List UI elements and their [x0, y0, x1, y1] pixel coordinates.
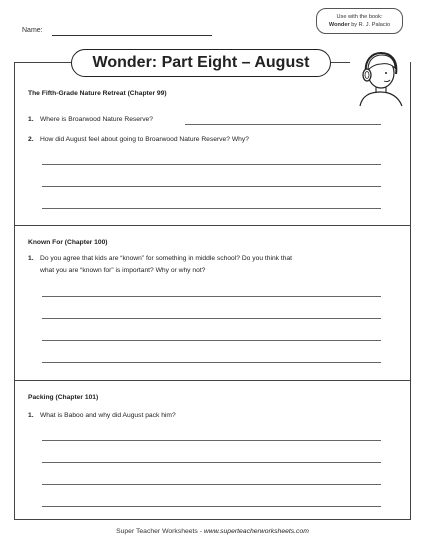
question-text: How did August feel about going to Broarwood Nature Reserve? Why?	[40, 136, 249, 143]
answer-line[interactable]	[42, 462, 381, 463]
answer-line[interactable]	[42, 164, 381, 165]
answer-line[interactable]	[42, 186, 381, 187]
page-footer	[0, 528, 425, 535]
book-author: by R. J. Palacio	[349, 22, 391, 28]
book-title: Wonder	[328, 22, 350, 28]
answer-line[interactable]	[42, 484, 381, 485]
question-text: Where is Broarwood Nature Reserve?	[40, 116, 153, 123]
answer-line[interactable]	[42, 440, 381, 441]
answer-line[interactable]	[185, 124, 381, 125]
question-text: What is Baboo and why did August pack him?	[40, 412, 176, 419]
question-item	[28, 134, 388, 146]
answer-line[interactable]	[42, 340, 381, 341]
answer-line[interactable]	[42, 296, 381, 297]
question-number: 1.	[28, 255, 34, 262]
book-info-box	[316, 8, 403, 34]
section-heading-chapter-100: Known For (Chapter 100)	[28, 239, 108, 246]
book-title-line	[317, 21, 402, 29]
answer-line[interactable]	[42, 362, 381, 363]
name-field-line[interactable]	[52, 35, 212, 36]
question-item	[28, 410, 388, 422]
question-number: 1.	[28, 412, 34, 419]
book-info-line: Use with the book:	[336, 14, 383, 20]
section-heading-chapter-101: Packing (Chapter 101)	[28, 394, 99, 401]
answer-line[interactable]	[42, 318, 381, 319]
footer-url-link[interactable]: www.superteacherworksheets.com	[203, 528, 309, 535]
name-label: Name:	[22, 27, 43, 34]
section-divider	[14, 380, 411, 381]
worksheet-frame	[14, 62, 411, 520]
footer-separator: -	[197, 528, 204, 535]
question-number: 1.	[28, 116, 34, 123]
page-title: Wonder: Part Eight – August	[71, 49, 331, 77]
answer-line[interactable]	[42, 506, 381, 507]
question-text-continued: what you are “known for” is important? Why or why not?	[40, 267, 206, 274]
question-item	[28, 253, 388, 277]
section-heading-chapter-99: The Fifth-Grade Nature Retreat (Chapter 99)	[28, 90, 167, 97]
question-text: Do you agree that kids are “known” for something in middle school? Do you think that	[40, 255, 293, 262]
footer-brand: Super Teacher Worksheets	[116, 528, 198, 535]
question-number: 2.	[28, 136, 34, 143]
boy-with-headphones-illustration	[350, 46, 410, 108]
section-divider	[14, 225, 411, 226]
answer-line[interactable]	[42, 208, 381, 209]
